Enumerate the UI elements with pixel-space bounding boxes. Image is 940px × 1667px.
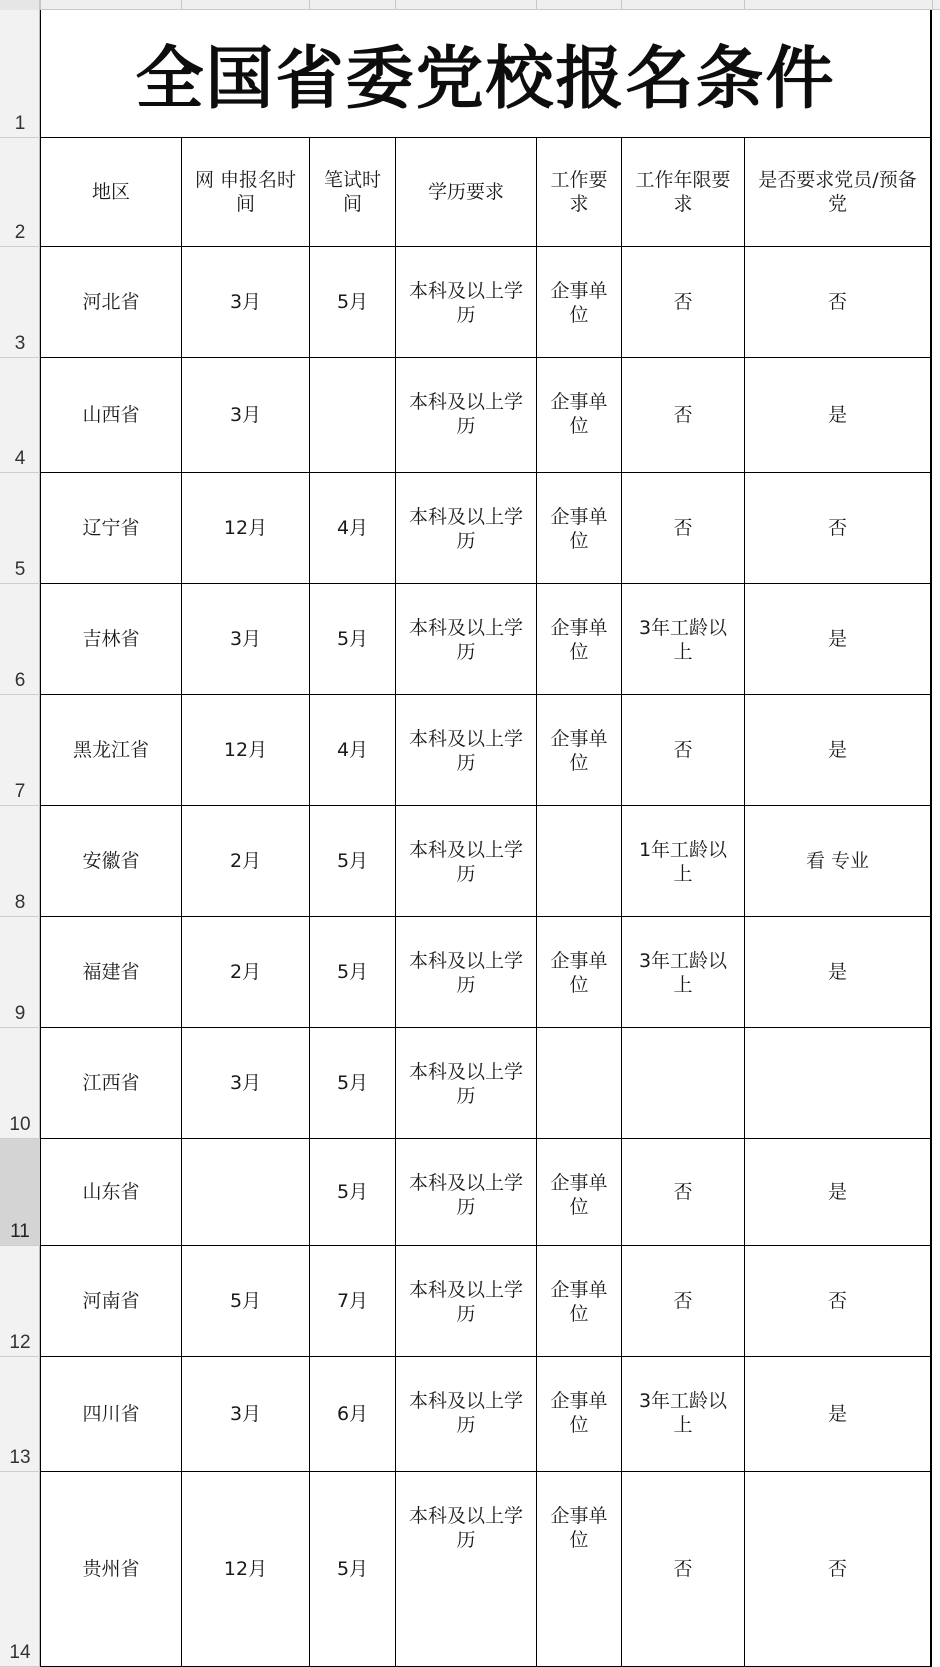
cell-region[interactable]: 黑龙江省 — [40, 695, 181, 806]
cell-party-member[interactable]: 是 — [744, 1139, 932, 1246]
select-all-corner[interactable] — [0, 0, 40, 10]
cell-work[interactable]: 企事单 位 — [536, 1357, 621, 1472]
cell-work-years[interactable]: 3年工龄以 上 — [621, 1357, 744, 1472]
cell-education[interactable]: 本科及以上学 历 — [395, 1028, 536, 1139]
cell-region[interactable]: 河南省 — [40, 1246, 181, 1357]
row-number-7[interactable]: 7 — [0, 695, 40, 806]
cell-region[interactable]: 山西省 — [40, 358, 181, 473]
cell-work[interactable]: 企事单 位 — [536, 247, 621, 358]
cell-education[interactable]: 本科及以上学 历 — [395, 1139, 536, 1246]
cell-apply-time[interactable]: 12月 — [181, 1472, 309, 1667]
cell-work[interactable]: 企事单 位 — [536, 1472, 621, 1667]
row-number-6[interactable]: 6 — [0, 584, 40, 695]
cell-party-member[interactable]: 看 专业 — [744, 806, 932, 917]
cell-party-member[interactable]: 否 — [744, 1246, 932, 1357]
cell-region[interactable]: 吉林省 — [40, 584, 181, 695]
cell-apply-time[interactable]: 3月 — [181, 358, 309, 473]
header-cell-apply-time[interactable]: 网 申报名时 间 — [181, 138, 309, 247]
cell-apply-time[interactable]: 5月 — [181, 1246, 309, 1357]
cell-education[interactable]: 本科及以上学 历 — [395, 806, 536, 917]
row-number-1[interactable]: 1 — [0, 10, 40, 138]
table-row — [40, 917, 932, 1028]
column-divider[interactable] — [621, 0, 622, 10]
cell-work[interactable]: 企事单 位 — [536, 473, 621, 584]
table-row — [40, 584, 932, 695]
row-number-11[interactable]: 11 — [0, 1139, 40, 1246]
cell-work-years[interactable]: 3年工龄以 上 — [621, 917, 744, 1028]
cell-apply-time[interactable]: 2月 — [181, 806, 309, 917]
header-cell-education[interactable]: 学历要求 — [395, 138, 536, 247]
table-row — [40, 806, 932, 917]
cell-exam-time[interactable]: 4月 — [309, 695, 395, 806]
cell-party-member[interactable]: 是 — [744, 1357, 932, 1472]
column-divider[interactable] — [309, 0, 310, 10]
title-cell[interactable] — [40, 10, 932, 138]
cell-region[interactable]: 江西省 — [40, 1028, 181, 1139]
row-number-2[interactable]: 2 — [0, 138, 40, 247]
row-number-14[interactable]: 14 — [0, 1472, 40, 1667]
header-cell-exam-time[interactable]: 笔试时 间 — [309, 138, 395, 247]
column-divider[interactable] — [744, 0, 745, 10]
cell-party-member[interactable]: 否 — [744, 473, 932, 584]
header-cell-work-years[interactable]: 工作年限要 求 — [621, 138, 744, 247]
cell-exam-time[interactable]: 5月 — [309, 917, 395, 1028]
table-row — [40, 1357, 932, 1472]
cell-work[interactable]: 企事单 位 — [536, 358, 621, 473]
table-row — [40, 358, 932, 473]
header-cell-work[interactable]: 工作要 求 — [536, 138, 621, 247]
cell-region[interactable]: 贵州省 — [40, 1472, 181, 1667]
cell-work-years[interactable]: 否 — [621, 695, 744, 806]
cell-apply-time[interactable]: 12月 — [181, 695, 309, 806]
cell-work[interactable]: 企事单 位 — [536, 1246, 621, 1357]
table-row — [40, 1472, 932, 1667]
column-divider[interactable] — [536, 0, 537, 10]
cell-region[interactable]: 福建省 — [40, 917, 181, 1028]
cell-work[interactable] — [536, 806, 621, 917]
cell-apply-time[interactable]: 3月 — [181, 584, 309, 695]
cell-work[interactable] — [536, 1028, 621, 1139]
row-number-8[interactable]: 8 — [0, 806, 40, 917]
cell-region[interactable]: 四川省 — [40, 1357, 181, 1472]
column-divider[interactable] — [40, 0, 41, 10]
cell-exam-time[interactable]: 4月 — [309, 473, 395, 584]
cell-work-years[interactable]: 否 — [621, 247, 744, 358]
cell-education[interactable]: 本科及以上学 历 — [395, 358, 536, 473]
cell-exam-time[interactable]: 5月 — [309, 1139, 395, 1246]
column-divider[interactable] — [395, 0, 396, 10]
sheet-title: 全国省委党校报名条件 — [135, 40, 836, 119]
cell-apply-time[interactable]: 12月 — [181, 473, 309, 584]
header-cell-party-member[interactable]: 是否要求党员/预备 党 — [744, 138, 932, 247]
cell-exam-time[interactable]: 5月 — [309, 584, 395, 695]
cell-exam-time[interactable]: 6月 — [309, 1357, 395, 1472]
cell-region[interactable]: 河北省 — [40, 247, 181, 358]
cell-exam-time[interactable]: 5月 — [309, 1472, 395, 1667]
cell-work-years[interactable]: 否 — [621, 1139, 744, 1246]
cell-work[interactable]: 企事单 位 — [536, 1139, 621, 1246]
cell-exam-time[interactable]: 5月 — [309, 806, 395, 917]
cell-region[interactable]: 辽宁省 — [40, 473, 181, 584]
cell-education[interactable]: 本科及以上学 历 — [395, 1357, 536, 1472]
cell-exam-time[interactable]: 5月 — [309, 1028, 395, 1139]
cell-apply-time[interactable]: 2月 — [181, 917, 309, 1028]
row-number-13[interactable]: 13 — [0, 1357, 40, 1472]
column-divider[interactable] — [181, 0, 182, 10]
cell-party-member[interactable] — [744, 1028, 932, 1139]
row-number-5[interactable]: 5 — [0, 473, 40, 584]
cell-education[interactable]: 本科及以上学 历 — [395, 1472, 536, 1667]
cell-party-member[interactable]: 是 — [744, 695, 932, 806]
table-row — [40, 1028, 932, 1139]
column-divider[interactable] — [932, 0, 933, 10]
cell-work-years[interactable]: 否 — [621, 1246, 744, 1357]
table-row — [40, 1139, 932, 1246]
header-cell-region[interactable]: 地区 — [40, 138, 181, 247]
cell-region[interactable]: 山东省 — [40, 1139, 181, 1246]
cell-education[interactable]: 本科及以上学 历 — [395, 247, 536, 358]
table-row — [40, 1246, 932, 1357]
cell-party-member[interactable]: 是 — [744, 917, 932, 1028]
cell-work[interactable]: 企事单 位 — [536, 695, 621, 806]
cell-party-member[interactable]: 否 — [744, 247, 932, 358]
cell-education[interactable]: 本科及以上学 历 — [395, 473, 536, 584]
cell-work-years[interactable]: 3年工龄以 上 — [621, 584, 744, 695]
table-row — [40, 695, 932, 806]
cell-party-member[interactable]: 否 — [744, 1472, 932, 1667]
header-row — [40, 138, 932, 247]
cell-apply-time[interactable] — [181, 1139, 309, 1246]
cell-work-years[interactable]: 否 — [621, 1472, 744, 1667]
cell-apply-time[interactable]: 3月 — [181, 1357, 309, 1472]
table-row — [40, 473, 932, 584]
cell-region[interactable]: 安徽省 — [40, 806, 181, 917]
cell-education[interactable]: 本科及以上学 历 — [395, 584, 536, 695]
row-number-4[interactable]: 4 — [0, 358, 40, 473]
column-header-bar[interactable] — [0, 0, 940, 10]
cell-education[interactable]: 本科及以上学 历 — [395, 917, 536, 1028]
row-number-9[interactable]: 9 — [0, 917, 40, 1028]
cell-work-years[interactable]: 否 — [621, 358, 744, 473]
row-number-12[interactable]: 12 — [0, 1246, 40, 1357]
cell-party-member[interactable]: 是 — [744, 358, 932, 473]
cell-apply-time[interactable]: 3月 — [181, 247, 309, 358]
table-row — [40, 247, 932, 358]
cell-work[interactable]: 企事单 位 — [536, 917, 621, 1028]
cell-work-years[interactable] — [621, 1028, 744, 1139]
row-header-gutter[interactable] — [0, 10, 40, 1667]
cell-exam-time[interactable]: 5月 — [309, 247, 395, 358]
cell-work[interactable]: 企事单 位 — [536, 584, 621, 695]
row-number-10[interactable]: 10 — [0, 1028, 40, 1139]
cell-exam-time[interactable]: 7月 — [309, 1246, 395, 1357]
cell-work-years[interactable]: 1年工龄以 上 — [621, 806, 744, 917]
cell-education[interactable]: 本科及以上学 历 — [395, 1246, 536, 1357]
row-number-3[interactable]: 3 — [0, 247, 40, 358]
cell-education[interactable]: 本科及以上学 历 — [395, 695, 536, 806]
cell-exam-time[interactable] — [309, 358, 395, 473]
cell-work-years[interactable]: 否 — [621, 473, 744, 584]
cell-party-member[interactable]: 是 — [744, 584, 932, 695]
cell-apply-time[interactable]: 3月 — [181, 1028, 309, 1139]
